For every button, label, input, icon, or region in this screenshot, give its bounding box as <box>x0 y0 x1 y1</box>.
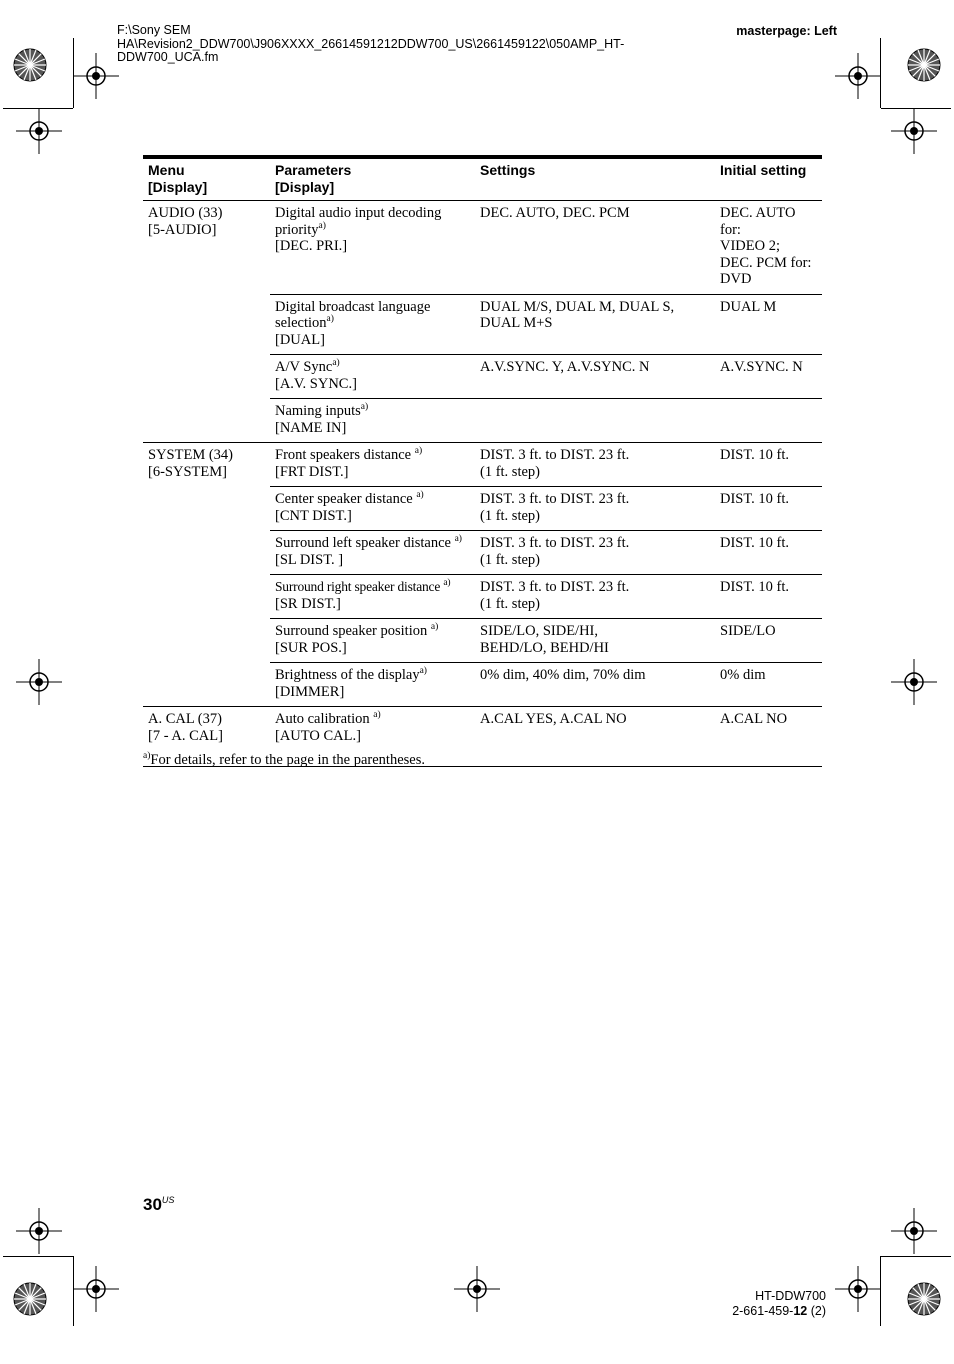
settings-cell: A.CAL YES, A.CAL NO <box>475 707 715 767</box>
initial-setting-cell: A.CAL NO <box>715 707 822 767</box>
registration-crosshair-icon <box>73 53 119 99</box>
parameter-cell: Surround speaker position $^{a)}$ [SUR POS.] <box>270 619 475 663</box>
settings-cell: 0% dim, 40% dim, 70% dim <box>475 663 715 707</box>
initial-setting-cell: DIST. 10 ft. <box>715 531 822 575</box>
table-header-row <box>143 157 822 201</box>
column-header-menu: Menu [Display] <box>143 157 270 201</box>
registration-rosette-icon <box>13 48 47 82</box>
footnote-mark: a) <box>143 751 151 761</box>
parameter-cell: Naming inputs$^{a)}$ [NAME IN] <box>270 399 475 443</box>
settings-cell <box>475 399 715 443</box>
part-code: 2-661-459-12 (2) <box>732 1304 826 1318</box>
settings-cell: SIDE/LO, SIDE/HI, BEHD/LO, BEHD/HI <box>475 619 715 663</box>
initial-setting-cell: A.V.SYNC. N <box>715 355 822 399</box>
parameter-cell: Digital audio input decoding priority$^{a)}$ [DEC. PRI.] <box>270 201 475 295</box>
parameter-cell: Surround right speaker distance $^{a)}$ [SR DIST.] <box>270 575 475 619</box>
page-number <box>143 1195 174 1215</box>
registration-crosshair-icon <box>16 1208 62 1254</box>
parameter-cell: A/V Sync$^{a)}$ [A.V. SYNC.] <box>270 355 475 399</box>
footnote <box>143 752 425 769</box>
initial-setting-cell: DIST. 10 ft. <box>715 575 822 619</box>
registration-rosette-icon <box>907 48 941 82</box>
registration-crosshair-icon <box>891 1208 937 1254</box>
file-path-line: DDW700_UCA.fm <box>117 50 219 64</box>
initial-setting-cell: DEC. AUTO for: VIDEO 2; DEC. PCM for: DVD <box>715 201 822 295</box>
footer-model-info <box>732 1289 826 1319</box>
settings-cell: DIST. 3 ft. to DIST. 23 ft. (1 ft. step) <box>475 443 715 487</box>
parameter-cell: Center speaker distance $^{a)}$ [CNT DIST.] <box>270 487 475 531</box>
file-path-line: HA\Revision2_DDW700\J906XXXX_26614591212DDW700_US\2661459122\050AMP_HT- <box>117 36 625 51</box>
menu-cell: A. CAL (37) [7 - A. CAL] <box>143 707 270 767</box>
initial-setting-cell: DUAL M <box>715 294 822 355</box>
page-number-suffix: US <box>161 1195 175 1205</box>
registration-rosette-icon <box>13 1282 47 1316</box>
column-header-settings: Settings <box>475 157 715 201</box>
settings-cell: DUAL M/S, DUAL M, DUAL S, DUAL M+S <box>475 294 715 355</box>
settings-cell: DEC. AUTO, DEC. PCM <box>475 201 715 295</box>
table-row <box>143 443 822 487</box>
settings-table <box>143 155 822 767</box>
registration-crosshair-icon <box>891 108 937 154</box>
registration-crosshair-icon <box>73 1266 119 1312</box>
initial-setting-cell: DIST. 10 ft. <box>715 487 822 531</box>
menu-cell: SYSTEM (34) [6-SYSTEM] <box>143 443 270 707</box>
table-row <box>143 201 822 295</box>
settings-cell: DIST. 3 ft. to DIST. 23 ft. (1 ft. step) <box>475 531 715 575</box>
crop-mark <box>3 1256 73 1257</box>
footnote-text: For details, refer to the page in the parentheses. <box>150 752 425 768</box>
initial-setting-cell: 0% dim <box>715 663 822 707</box>
parameter-cell: Surround left speaker distance $^{a)}$ [SL DIST. ] <box>270 531 475 575</box>
parameter-cell: Brightness of the display$^{a)}$ [DIMMER] <box>270 663 475 707</box>
settings-cell: DIST. 3 ft. to DIST. 23 ft. (1 ft. step) <box>475 575 715 619</box>
page-number-value: 30 <box>143 1195 162 1214</box>
settings-cell: A.V.SYNC. Y, A.V.SYNC. N <box>475 355 715 399</box>
crop-mark <box>881 1256 951 1257</box>
menu-cell: AUDIO (33) [5-AUDIO] <box>143 201 270 443</box>
file-path <box>117 24 677 65</box>
initial-setting-cell: SIDE/LO <box>715 619 822 663</box>
column-header-initial-setting: Initial setting <box>715 157 822 201</box>
column-header-parameters: Parameters [Display] <box>270 157 475 201</box>
registration-crosshair-icon <box>835 53 881 99</box>
parameter-cell: Auto calibration $^{a)}$ [AUTO CAL.] <box>270 707 475 767</box>
registration-crosshair-icon <box>16 108 62 154</box>
initial-setting-cell: DIST. 10 ft. <box>715 443 822 487</box>
model-name: HT-DDW700 <box>755 1289 826 1303</box>
initial-setting-cell <box>715 399 822 443</box>
registration-rosette-icon <box>907 1282 941 1316</box>
parameter-cell: Digital broadcast language selection$^{a)}$ [DUAL] <box>270 294 475 355</box>
masterpage-label: masterpage: Left <box>736 24 837 38</box>
registration-crosshair-icon <box>835 1266 881 1312</box>
registration-crosshair-icon <box>891 659 937 705</box>
parameter-cell: Front speakers distance $^{a)}$ [FRT DIST.] <box>270 443 475 487</box>
file-path-line: F:\Sony SEM <box>117 23 191 37</box>
settings-cell: DIST. 3 ft. to DIST. 23 ft. (1 ft. step) <box>475 487 715 531</box>
registration-crosshair-icon <box>16 659 62 705</box>
registration-crosshair-icon <box>454 1266 500 1312</box>
